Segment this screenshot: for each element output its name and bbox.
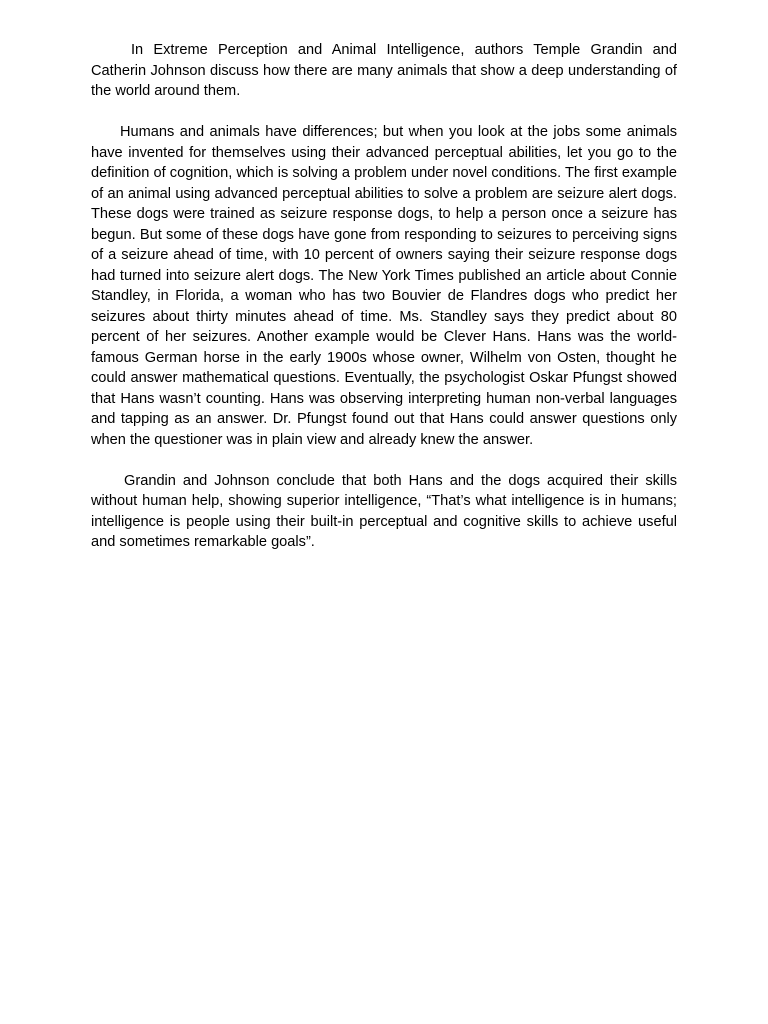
paragraph-conclusion: Grandin and Johnson conclude that both Hans and the dogs acquired their skills without human help, showing superior intelligence, “That’s what intelligence is in humans; intelligence is people using their built-in perceptual and cognitive skills to achieve useful and sometimes remarkable goals”. <box>91 472 677 550</box>
paragraph-intro: In Extreme Perception and Animal Intelligence, authors Temple Grandin and Catherin Johnson discuss how there are many animals that show a deep understanding of the world around them. <box>91 42 677 99</box>
paragraph-examples: Humans and animals have differences; but when you look at the jobs some animals have invented for themselves using their advanced perceptual abilities, let you go to the definition of cognition, which is solving a problem under novel conditions. The first example of an animal using advanced perceptual abilities to solve a problem are seizure alert dogs. These dogs were trained as seizure response dogs, to help a person once a seizure has begun. But some of these dogs have gone from responding to seizures to perceiving signs of a seizure ahead of time, with 10 percent of owners saying their seizure response dogs had turned into seizure alert dogs. The New York Times published an article about Connie Standley, in Florida, a woman who has two Bouvier de Flandres dogs who predict her seizures about thirty minutes ahead of time. Ms. Standley says they predict about 80 percent of her seizures. Another example would be Clever Hans. Hans was the world-famous German horse in the early 1900s whose owner, Wilhelm von Osten, thought he could answer mathematical questions. Eventually, the psychologist Oskar Pfungst showed that Hans wasn’t counting. Hans was observing interpreting human non-verbal languages and tapping as an answer. Dr. Pfungst found out that Hans could answer questions only when the questioner was in plain view and already knew the answer. <box>91 124 677 448</box>
document-body <box>91 40 677 573</box>
